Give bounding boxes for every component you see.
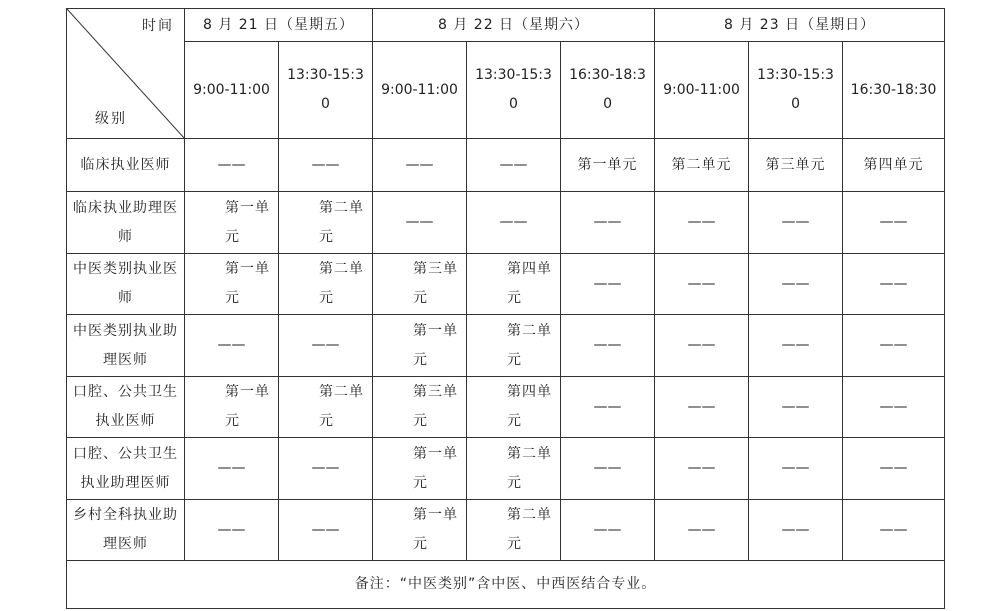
schedule-cell: —— bbox=[561, 438, 655, 500]
schedule-cell: 第一单元 bbox=[373, 438, 467, 500]
corner-time-label: 时间 bbox=[142, 18, 174, 34]
corner-header-cell bbox=[67, 9, 185, 139]
time-slot-header: 16:30-18:30 bbox=[561, 42, 655, 139]
schedule-cell: —— bbox=[843, 377, 945, 438]
date-header-aug22: 8 月 22 日（星期六） bbox=[373, 9, 655, 42]
schedule-cell: 第三单元 bbox=[749, 139, 843, 192]
time-slot-header: 13:30-15:30 bbox=[749, 42, 843, 139]
schedule-cell: —— bbox=[655, 438, 749, 500]
schedule-cell: —— bbox=[843, 315, 945, 377]
schedule-cell: —— bbox=[655, 377, 749, 438]
schedule-cell: 第二单元 bbox=[655, 139, 749, 192]
table-row bbox=[67, 500, 945, 561]
time-slot-header: 13:30-15:30 bbox=[467, 42, 561, 139]
schedule-cell: 第一单元 bbox=[373, 500, 467, 561]
schedule-cell: —— bbox=[749, 438, 843, 500]
level-label: 乡村全科执业助理医师 bbox=[67, 500, 185, 561]
level-label: 口腔、公共卫生执业助理医师 bbox=[67, 438, 185, 500]
schedule-cell: 第三单元 bbox=[373, 254, 467, 315]
schedule-cell: —— bbox=[185, 500, 279, 561]
schedule-cell: 第四单元 bbox=[843, 139, 945, 192]
schedule-cell: 第一单元 bbox=[561, 139, 655, 192]
schedule-cell: 第二单元 bbox=[279, 192, 373, 254]
schedule-cell: —— bbox=[467, 139, 561, 192]
schedule-cell: —— bbox=[843, 192, 945, 254]
date-header-aug23: 8 月 23 日（星期日） bbox=[655, 9, 945, 42]
schedule-cell: —— bbox=[655, 192, 749, 254]
schedule-cell: —— bbox=[749, 377, 843, 438]
schedule-cell: —— bbox=[279, 438, 373, 500]
schedule-cell: 第二单元 bbox=[467, 438, 561, 500]
schedule-cell: —— bbox=[749, 500, 843, 561]
level-label: 临床执业医师 bbox=[67, 139, 185, 192]
level-label: 中医类别执业助理医师 bbox=[67, 315, 185, 377]
schedule-cell: 第一单元 bbox=[185, 254, 279, 315]
time-slot-header: 13:30-15:30 bbox=[279, 42, 373, 139]
exam-schedule-table bbox=[66, 8, 945, 609]
table-row bbox=[67, 438, 945, 500]
level-label: 中医类别执业医师 bbox=[67, 254, 185, 315]
level-label: 口腔、公共卫生执业医师 bbox=[67, 377, 185, 438]
exam-schedule-sheet bbox=[66, 8, 944, 600]
schedule-cell: —— bbox=[655, 500, 749, 561]
corner-level-label: 级别 bbox=[95, 111, 127, 127]
schedule-cell: 第四单元 bbox=[467, 377, 561, 438]
date-header-aug21: 8 月 21 日（星期五） bbox=[185, 9, 373, 42]
schedule-cell: —— bbox=[467, 192, 561, 254]
schedule-cell: —— bbox=[561, 315, 655, 377]
schedule-cell: 第三单元 bbox=[373, 377, 467, 438]
schedule-cell: —— bbox=[561, 500, 655, 561]
time-slot-header: 9:00-11:00 bbox=[185, 42, 279, 139]
schedule-cell: —— bbox=[749, 192, 843, 254]
schedule-cell: 第二单元 bbox=[467, 500, 561, 561]
table-row bbox=[67, 192, 945, 254]
note-row bbox=[67, 561, 945, 609]
time-slot-header: 9:00-11:00 bbox=[655, 42, 749, 139]
schedule-cell: —— bbox=[279, 315, 373, 377]
schedule-cell: —— bbox=[749, 254, 843, 315]
schedule-cell: 第二单元 bbox=[279, 254, 373, 315]
schedule-cell: 第四单元 bbox=[467, 254, 561, 315]
time-slot-header: 9:00-11:00 bbox=[373, 42, 467, 139]
schedule-cell: —— bbox=[655, 315, 749, 377]
schedule-cell: —— bbox=[749, 315, 843, 377]
schedule-cell: 第二单元 bbox=[279, 377, 373, 438]
schedule-cell: —— bbox=[279, 139, 373, 192]
level-label: 临床执业助理医师 bbox=[67, 192, 185, 254]
schedule-cell: —— bbox=[561, 192, 655, 254]
table-row bbox=[67, 254, 945, 315]
schedule-cell: 第一单元 bbox=[373, 315, 467, 377]
schedule-cell: —— bbox=[373, 192, 467, 254]
time-slot-header: 16:30-18:30 bbox=[843, 42, 945, 139]
schedule-cell: —— bbox=[279, 500, 373, 561]
schedule-cell: —— bbox=[561, 254, 655, 315]
schedule-cell: —— bbox=[655, 254, 749, 315]
schedule-cell: 第一单元 bbox=[185, 377, 279, 438]
schedule-cell: 第二单元 bbox=[467, 315, 561, 377]
schedule-cell: —— bbox=[843, 438, 945, 500]
table-row bbox=[67, 139, 945, 192]
schedule-cell: —— bbox=[561, 377, 655, 438]
schedule-cell: —— bbox=[185, 438, 279, 500]
remarks-note: 备注：“中医类别”含中医、中西医结合专业。 bbox=[67, 561, 945, 609]
schedule-cell: 第一单元 bbox=[185, 192, 279, 254]
schedule-cell: —— bbox=[843, 500, 945, 561]
table-row bbox=[67, 377, 945, 438]
schedule-cell: —— bbox=[843, 254, 945, 315]
schedule-cell: —— bbox=[185, 315, 279, 377]
table-row bbox=[67, 315, 945, 377]
schedule-cell: —— bbox=[373, 139, 467, 192]
schedule-cell: —— bbox=[185, 139, 279, 192]
